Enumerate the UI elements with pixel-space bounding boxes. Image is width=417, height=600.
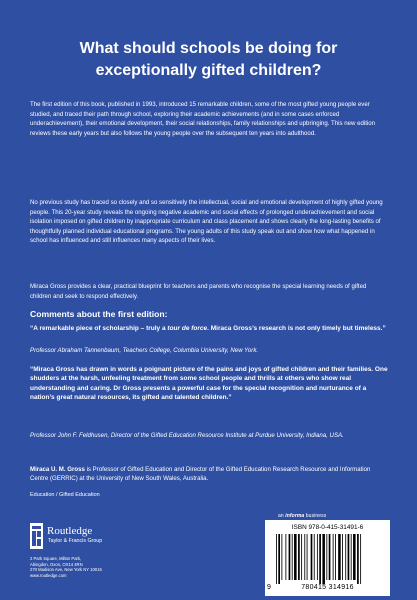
publisher-logo [30,523,150,553]
review-attribution-1: Professor Abraham Tannenbaum, Teachers College, Columbia University, New York. [30,347,259,354]
review-quote-2: “Miraca Gross has drawn in words a poignant picture of the pains and joys of gifted children and their families. One shudders at the harsh, unfeeling treatment from some school people and thrills at others who show real understanding and caring. Dr Gross presents a powerful case for the special recognition and nurturance of a nation’s great natural resources, its gifted and talented children.” [30,366,388,402]
subject-category: Education / Gifted Education [30,492,100,498]
author-bio-text: is Professor of Gifted Education and Director of the Gifted Education Research Resource and Information Centre (GERRIC) at the University of New South Wales, Australia. [30,466,371,483]
headline: What should schools be doing for exceptionally gifted children? [79,40,338,79]
blurb-paragraph-3: Miraca Gross provides a clear, practical blueprint for teachers and parents who recognise the special learning needs of gifted children and seek to respond effectively. [30,283,367,300]
author-bio [30,465,388,484]
review-quote-1 [30,324,388,333]
publisher-subtitle: Taylor & Francis Group [48,538,103,544]
blurb-paragraph-2: No previous study has traced so closely and so sensitively the intellectual, social and emotional development of highly gifted young people. This 20-year study reveals the ongoing negative academic and social effects of prolonged underachievement and social isolation imposed on gifted children by inappropriate curriculum and class placement and shows clearly the long-lasting benefits of thoughtfully planned individual educational programs. The young adults of this study speak out and show how what happened in school has influenced and still influences many aspects of their lives. [30,199,383,245]
review-attribution-2: Professor John F. Feldhusen, Director of the Gifted Education Resource Institute at Purdue University, Indiana, USA. [30,432,344,439]
address-line: 270 Madison Ave, New York NY 10016 [30,567,102,573]
isbn-label: ISBN 978-0-415-31491-6 [291,524,364,531]
blurb-paragraph-1: The first edition of this book, published in 1993, introduced 15 remarkable children, some of the most gifted young people ever studied, and traced their path through school, exploring their academic achievements (and in some cases enforced underachievement), their emotional development, their social relationships, family relationships and upbringing. This new edition reviews these early years but also follows the young people over the subsequent ten years into adulthood. [30,101,376,137]
comments-heading: Comments about the first edition: [30,309,168,319]
author-name: Miraca U. M. Gross [30,466,85,473]
quote-text-end: . Miraca Gross’s research is not only timely but timeless.” [207,325,386,332]
publisher-address [30,556,180,578]
quote-text: “A remarkable piece of scholarship – truly a [30,325,168,332]
barcode-digits: 780415 314916 [301,584,354,591]
publisher-name: Routledge [47,525,93,537]
informa-tagline: an informa business [278,513,327,519]
isbn-barcode-box [265,520,390,596]
address-line: Abingdon, Oxon, OX14 4RN [30,561,83,567]
address-line: 2 Park Square, Milton Park, [30,556,82,561]
quote-emphasis: tour de force [167,325,208,332]
routledge-emblem-icon [30,523,43,549]
publisher-website: www.routledge.com [30,572,67,578]
barcode-lead-digit: 9 [267,584,271,591]
barcode-icon [275,534,380,584]
informa-brand: informa [285,513,305,519]
